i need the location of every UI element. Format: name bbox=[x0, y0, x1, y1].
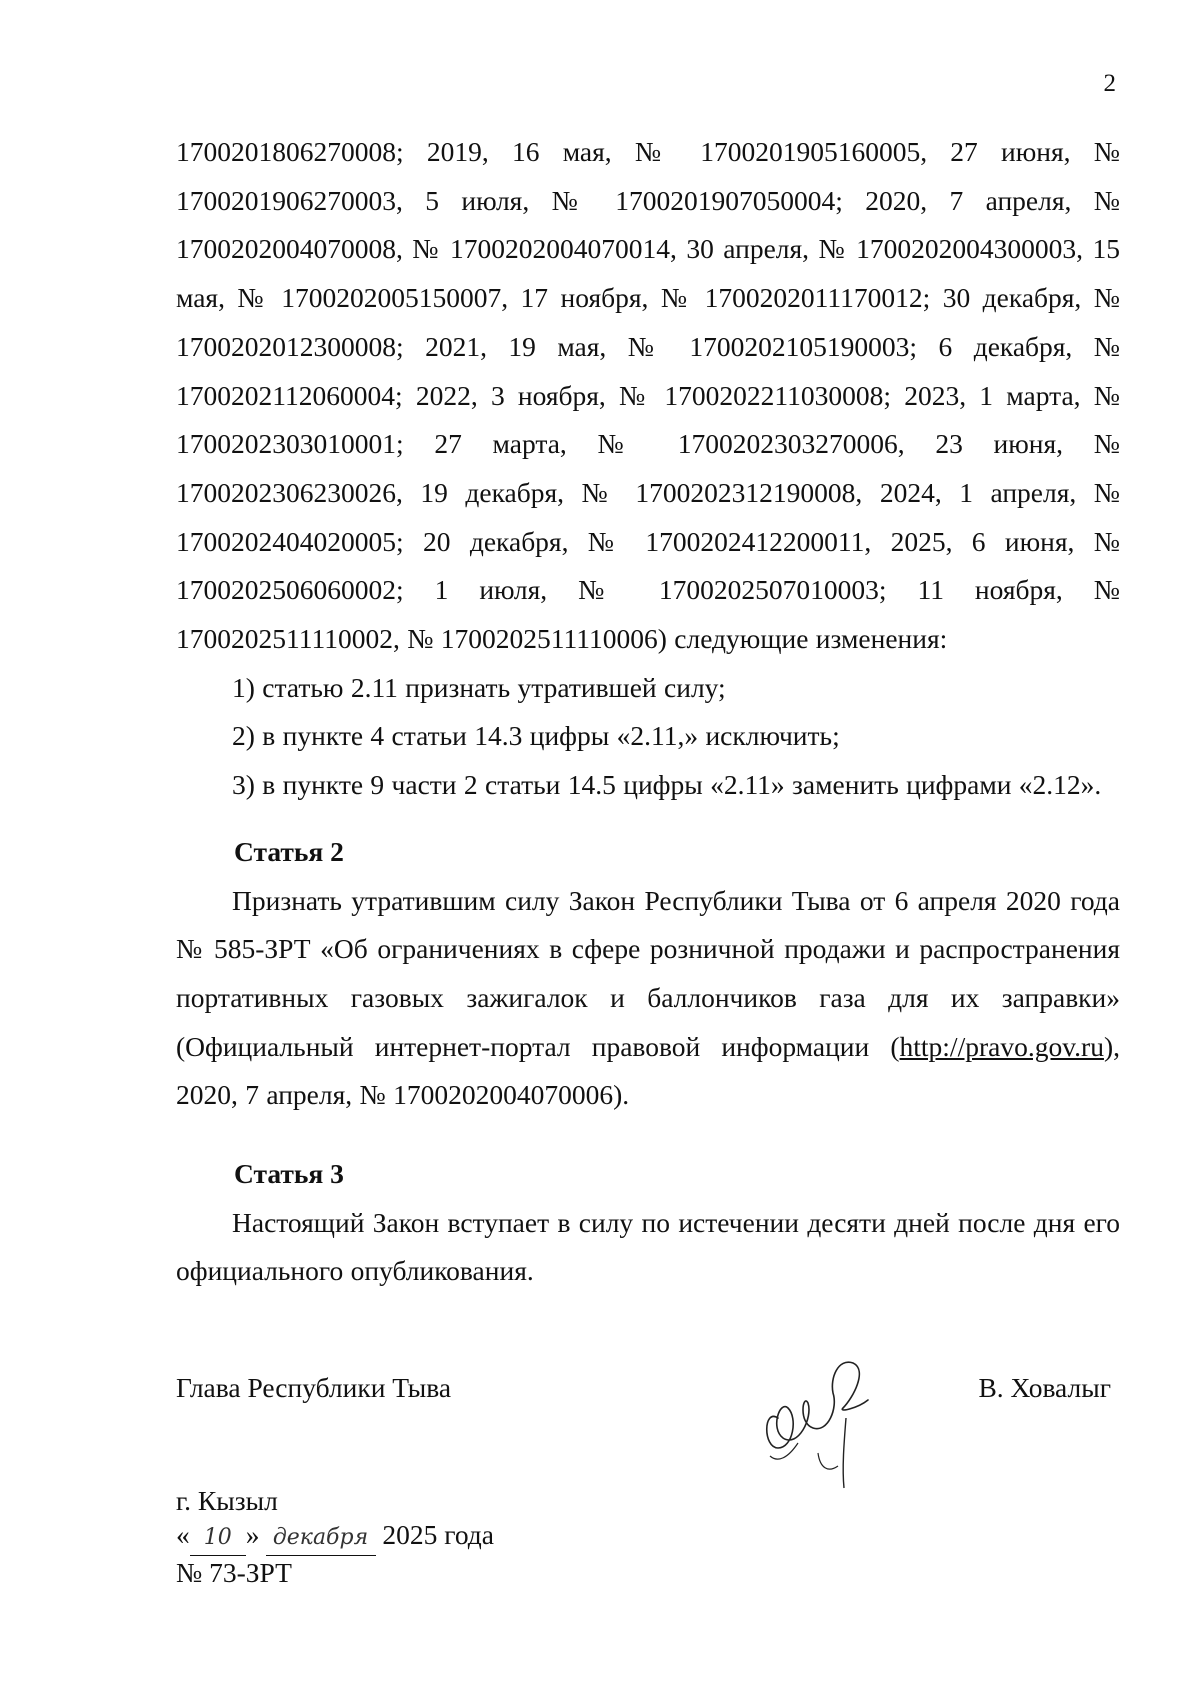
date-day: 10 bbox=[190, 1521, 246, 1556]
amendment-item-1: 1) статью 2.11 признать утратившей силу; bbox=[232, 671, 726, 703]
city: г. Кызыл bbox=[176, 1485, 278, 1516]
amendment-item-3: 3) в пункте 9 части 2 статьи 14.5 цифры «2.11» заменить цифрами «2.12». bbox=[232, 769, 1102, 801]
document-body bbox=[176, 128, 1120, 1296]
article-2-text-start: Признать утратившим силу Закон Республики Тыва от 6 апреля 2020 года № 585-ЗРТ «Об ограничениях в сфере розничной продажи и распространения портативных газовых зажигалок и баллончиков газа для их заправки» (Официальный интернет-портал правовой информации ( bbox=[176, 884, 1120, 1062]
date-month: декабря bbox=[266, 1521, 376, 1556]
footer-block bbox=[176, 1484, 494, 1590]
signatory-title: Глава Республики Тыва bbox=[176, 1372, 452, 1403]
article-2-text-end: ), 2020, 7 апреля, № 1700202004070006). bbox=[176, 1030, 1120, 1111]
law-number: № 73-ЗРТ bbox=[176, 1557, 292, 1588]
article-3-heading: Статья 3 bbox=[234, 1158, 344, 1190]
article-3-text: Настоящий Закон вступает в силу по истечении десяти дней после дня его официального опубликования. bbox=[176, 1206, 1120, 1287]
handwritten-signature bbox=[758, 1348, 888, 1508]
date-year: 2025 года bbox=[382, 1519, 494, 1550]
article-2-text bbox=[176, 877, 1120, 1121]
page-number: 2 bbox=[1103, 70, 1116, 97]
signing-date: « 10 » декабря 2025 года bbox=[176, 1518, 494, 1556]
signatory-name: В. Ховалыг bbox=[978, 1372, 1111, 1403]
amendment-item-2: 2) в пункте 4 статьи 14.3 цифры «2.11,» исключить; bbox=[232, 720, 840, 752]
continuation-paragraph: 1700201806270008; 2019, 16 мая, № 1700201905160005, 27 июня, № 1700201906270003, 5 июля, № 1700201907050004; 2020, 7 апреля, № 1700202004070008, № 1700202004070014, 30 апреля, № 1700202004300003, 15 мая, № 1700202005150007, 17 ноября, № 1700202011170012; 30 декабря, № 1700202012300008; 2021, 19 мая, № 1700202105190003; 6 декабря, № 1700202112060004; 2022, 3 ноября, № 1700202211030008; 2023, 1 марта, № 1700202303010001; 27 марта, № 1700202303270006, 23 июня, № 1700202306230026, 19 декабря, № 1700202312190008, 2024, 1 апреля, № 1700202404020005; 20 декабря, № 1700202412200011, 2025, 6 июня, № 1700202506060002; 1 июля, № 1700202507010003; 11 ноября, № 1700202511110002, № 1700202511110006) следующие изменения: bbox=[176, 136, 1120, 655]
article-2-heading: Статья 2 bbox=[234, 835, 344, 867]
pravo-link[interactable]: http://pravo.gov.ru bbox=[899, 1030, 1104, 1062]
